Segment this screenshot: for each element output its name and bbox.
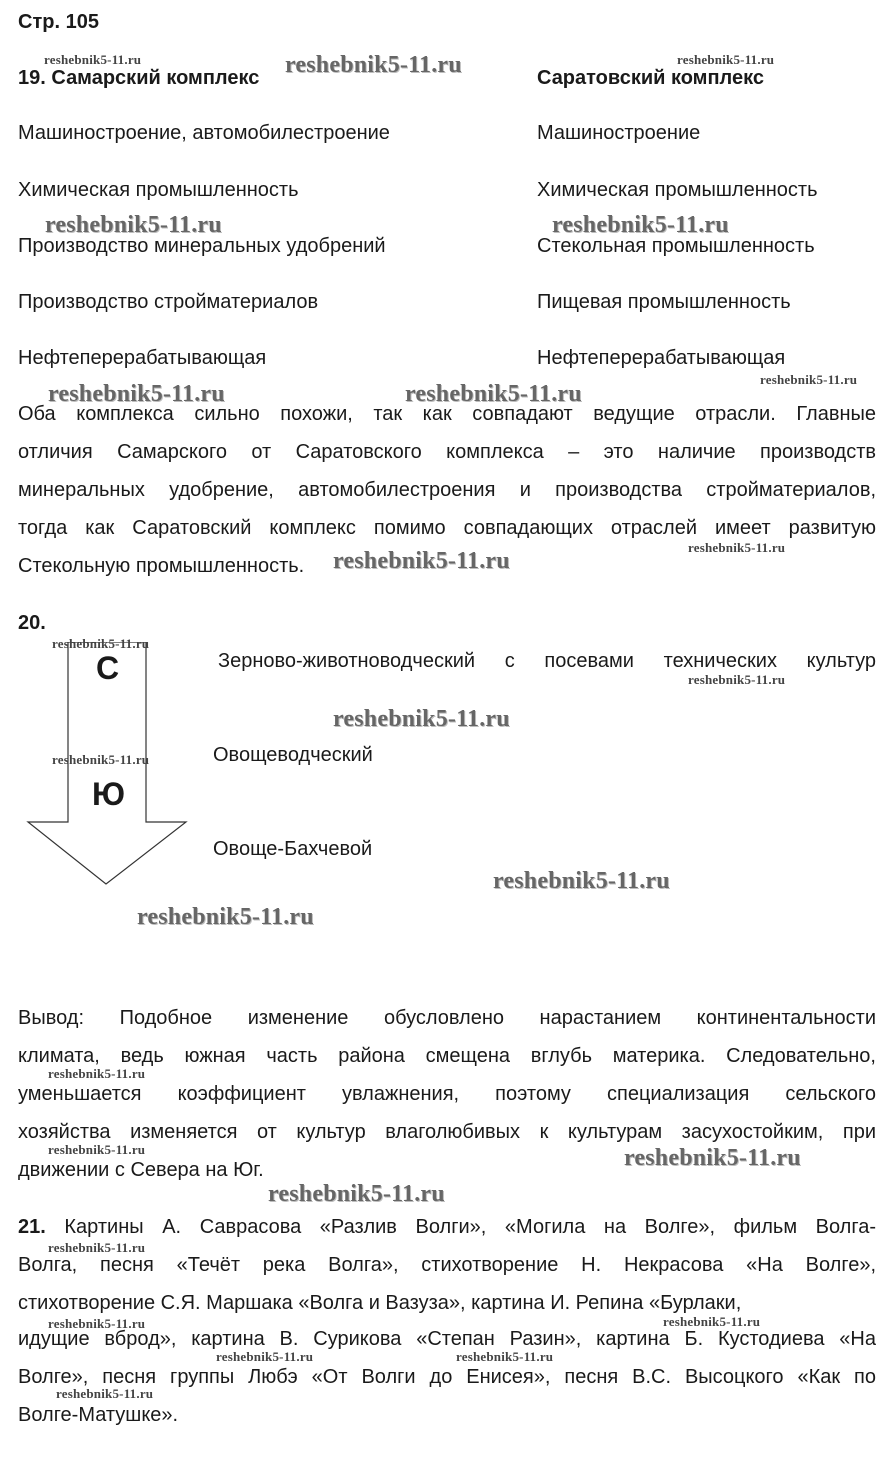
- samara-item: Машиностроение, автомобилестроение: [18, 122, 390, 144]
- watermark: reshebnik5-11.ru: [45, 212, 222, 238]
- watermark: reshebnik5-11.ru: [44, 52, 142, 67]
- q21-line: [18, 1215, 876, 1239]
- watermark: reshebnik5-11.ru: [624, 1145, 801, 1171]
- saratov-item: Химическая промышленность: [537, 179, 818, 201]
- conclusion-line: хозяйства изменяется от культур влаголюбивых к культурам засухостойким, при: [18, 1121, 876, 1143]
- watermark: reshebnik5-11.ru: [688, 672, 786, 687]
- watermark: reshebnik5-11.ru: [493, 868, 670, 894]
- samara-item: Производство минеральных удобрений: [18, 235, 386, 257]
- saratov-item: Стекольная промышленность: [537, 235, 815, 257]
- q21-line: идущие вброд», картина В. Сурикова «Степан Разин», картина Б. Кустодиева «На: [18, 1328, 876, 1350]
- watermark: reshebnik5-11.ru: [333, 548, 510, 574]
- saratov-item: Пищевая промышленность: [537, 291, 791, 313]
- watermark: reshebnik5-11.ru: [285, 52, 462, 78]
- samara-item: Производство стройматериалов: [18, 291, 319, 313]
- zone-middle: Овощеводческий: [213, 744, 373, 766]
- q21-line: Волга, песня «Течёт река Волга», стихотворение Н. Некрасова «На Волге»,: [18, 1254, 876, 1276]
- watermark: reshebnik5-11.ru: [677, 52, 775, 67]
- conclusion-line: движении с Севера на Юг.: [18, 1159, 264, 1181]
- saratov-item: Нефтеперерабатывающая: [537, 347, 786, 369]
- watermark: reshebnik5-11.ru: [52, 752, 150, 767]
- watermark: reshebnik5-11.ru: [48, 381, 225, 407]
- watermark: reshebnik5-11.ru: [268, 1181, 445, 1207]
- page-label: Стр. 105: [18, 11, 99, 33]
- watermark: reshebnik5-11.ru: [216, 1349, 314, 1364]
- q21-line: Волге-Матушке».: [18, 1404, 179, 1426]
- zone-north: Зерново-животноводческий с посевами технических культур: [218, 650, 876, 672]
- paragraph-line: минеральных удобрение, автомобилестроения и производства стройматериалов,: [18, 479, 876, 501]
- arrow-label-north: С: [96, 650, 120, 686]
- arrow-label-south: Ю: [92, 776, 125, 812]
- watermark: reshebnik5-11.ru: [456, 1349, 554, 1364]
- conclusion-line: Вывод: Подобное изменение обусловлено нарастанием континентальности: [18, 1007, 876, 1029]
- saratov-item: Машиностроение: [537, 122, 701, 144]
- watermark: reshebnik5-11.ru: [48, 1316, 146, 1331]
- watermark: reshebnik5-11.ru: [552, 212, 729, 238]
- conclusion-line: климата, ведь южная часть района смещена вглубь материка. Следовательно,: [18, 1045, 876, 1067]
- watermark: reshebnik5-11.ru: [333, 706, 510, 732]
- samara-item: Химическая промышленность: [18, 179, 299, 201]
- paragraph-line: отличия Самарского от Саратовского комплекса – это наличие производств: [18, 441, 876, 463]
- q19-number: 19.: [18, 67, 46, 89]
- paragraph-line: Стекольную промышленность.: [18, 555, 305, 577]
- samara-item: Нефтеперерабатывающая: [18, 347, 267, 369]
- q21-line-text: Картины А. Саврасова «Разлив Волги», «Могила на Волге», фильм Волга-: [64, 1216, 876, 1238]
- paragraph-line: тогда как Саратовский комплекс помимо совпадающих отраслей имеет развитую: [18, 517, 876, 539]
- watermark: reshebnik5-11.ru: [48, 1240, 146, 1255]
- q21-line: стихотворение С.Я. Маршака «Волга и Вазуза», картина И. Репина «Бурлаки,: [18, 1292, 742, 1314]
- saratov-title: Саратовский комплекс: [537, 67, 764, 89]
- watermark: reshebnik5-11.ru: [137, 904, 314, 930]
- watermark: reshebnik5-11.ru: [688, 540, 786, 555]
- watermark: reshebnik5-11.ru: [663, 1314, 761, 1329]
- paragraph-line: Оба комплекса сильно похожи, так как совпадают ведущие отрасли. Главные: [18, 403, 876, 425]
- q21-line: Волге», песня группы Любэ «От Волги до Енисея», песня В.С. Высоцкого «Как по: [18, 1366, 876, 1388]
- conclusion-line: уменьшается коэффициент увлажнения, поэтому специализация сельского: [18, 1083, 876, 1105]
- watermark: reshebnik5-11.ru: [48, 1142, 146, 1157]
- watermark: reshebnik5-11.ru: [52, 636, 150, 651]
- watermark: reshebnik5-11.ru: [760, 372, 858, 387]
- zone-south: Овоще-Бахчевой: [213, 838, 373, 860]
- watermark: reshebnik5-11.ru: [56, 1386, 154, 1401]
- samara-title: Самарский комплекс: [51, 67, 260, 89]
- watermark: reshebnik5-11.ru: [48, 1066, 146, 1081]
- q20-number: 20.: [18, 612, 46, 634]
- q21-number: 21.: [18, 1216, 46, 1238]
- q19-header: [18, 66, 259, 90]
- watermark: reshebnik5-11.ru: [405, 381, 582, 407]
